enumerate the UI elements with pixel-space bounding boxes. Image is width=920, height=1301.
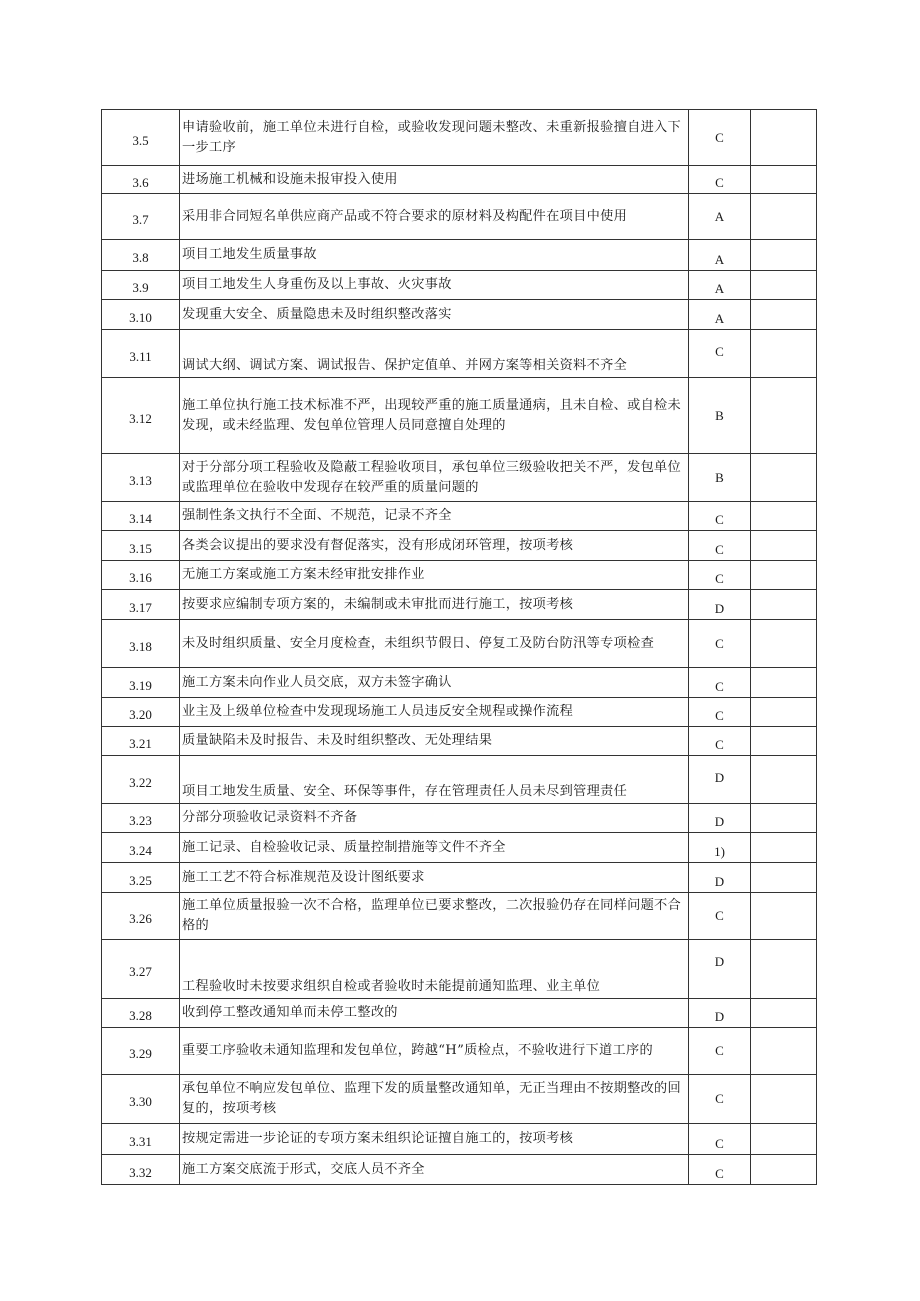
item-number-cell: 3.19 <box>102 668 180 698</box>
item-description-cell: 施工方案未向作业人员交底，双方未签字确认 <box>180 668 689 698</box>
item-blank-cell <box>751 1075 817 1124</box>
item-number-cell: 3.30 <box>102 1075 180 1124</box>
item-number-cell: 3.14 <box>102 502 180 531</box>
item-description-cell: 各类会议提出的要求没有督促落实，没有形成闭环管理，按项考核 <box>180 531 689 561</box>
item-grade-cell: C <box>689 1124 751 1155</box>
item-number-cell: 3.5 <box>102 110 180 166</box>
table-row <box>102 454 817 502</box>
item-number-cell: 3.29 <box>102 1028 180 1075</box>
item-number-cell: 3.17 <box>102 590 180 620</box>
item-number-cell: 3.9 <box>102 271 180 300</box>
item-grade-cell: B <box>689 378 751 454</box>
item-description-cell: 施工单位执行施工技术标准不严，出现较严重的施工质量通病，且未自检、或自检未发现，或未经监理、发包单位管理人员同意擅自处理的 <box>180 378 689 454</box>
table-row <box>102 863 817 893</box>
item-description-cell: 调试大纲、调试方案、调试报告、保护定值单、并网方案等相关资料不齐全 <box>180 330 689 378</box>
table-row <box>102 833 817 863</box>
item-grade-cell: C <box>689 727 751 756</box>
item-description-cell: 施工工艺不符合标准规范及设计图纸要求 <box>180 863 689 893</box>
item-grade-cell: D <box>689 590 751 620</box>
item-number-cell: 3.8 <box>102 240 180 271</box>
item-number-cell: 3.22 <box>102 756 180 804</box>
item-blank-cell <box>751 300 817 330</box>
table-row <box>102 1028 817 1075</box>
item-description-cell: 质量缺陷未及时报告、未及时组织整改、无处理结果 <box>180 727 689 756</box>
item-description-cell: 工程验收时未按要求组织自检或者验收时未能提前通知监理、业主单位 <box>180 940 689 999</box>
item-grade-cell: C <box>689 668 751 698</box>
item-blank-cell <box>751 698 817 727</box>
item-blank-cell <box>751 620 817 668</box>
item-grade-cell: D <box>689 940 751 999</box>
item-number-cell: 3.24 <box>102 833 180 863</box>
item-description-cell: 施工记录、自检验收记录、质量控制措施等文件不齐全 <box>180 833 689 863</box>
item-blank-cell <box>751 378 817 454</box>
item-blank-cell <box>751 166 817 194</box>
item-description-cell: 进场施工机械和设施未报审投入使用 <box>180 166 689 194</box>
item-number-cell: 3.13 <box>102 454 180 502</box>
item-number-cell: 3.16 <box>102 561 180 590</box>
item-blank-cell <box>751 863 817 893</box>
item-description-cell: 项目工地发生质量事故 <box>180 240 689 271</box>
table-row <box>102 668 817 698</box>
table-row <box>102 698 817 727</box>
item-number-cell: 3.20 <box>102 698 180 727</box>
item-number-cell: 3.28 <box>102 999 180 1028</box>
item-blank-cell <box>751 110 817 166</box>
item-number-cell: 3.26 <box>102 893 180 940</box>
item-grade-cell: C <box>689 561 751 590</box>
table-row <box>102 240 817 271</box>
inspection-table-body <box>102 110 817 1185</box>
table-row <box>102 378 817 454</box>
item-blank-cell <box>751 833 817 863</box>
item-grade-cell: C <box>689 698 751 727</box>
item-description-cell: 施工方案交底流于形式，交底人员不齐全 <box>180 1155 689 1185</box>
item-description-cell: 重要工序验收未通知监理和发包单位，跨越“H”质检点，不验收进行下道工序的 <box>180 1028 689 1075</box>
item-blank-cell <box>751 194 817 240</box>
table-row <box>102 804 817 833</box>
table-row <box>102 300 817 330</box>
item-blank-cell <box>751 1124 817 1155</box>
item-number-cell: 3.18 <box>102 620 180 668</box>
item-blank-cell <box>751 999 817 1028</box>
item-grade-cell: C <box>689 1155 751 1185</box>
item-description-cell: 项目工地发生质量、安全、环保等事件，存在管理责任人员未尽到管理责任 <box>180 756 689 804</box>
item-blank-cell <box>751 893 817 940</box>
item-description-cell: 发现重大安全、质量隐患未及时组织整改落实 <box>180 300 689 330</box>
table-row <box>102 330 817 378</box>
item-blank-cell <box>751 561 817 590</box>
item-blank-cell <box>751 454 817 502</box>
inspection-table <box>101 109 817 1185</box>
table-row <box>102 1075 817 1124</box>
item-blank-cell <box>751 756 817 804</box>
item-grade-cell: D <box>689 756 751 804</box>
item-blank-cell <box>751 240 817 271</box>
item-grade-cell: C <box>689 110 751 166</box>
item-blank-cell <box>751 531 817 561</box>
table-row <box>102 940 817 999</box>
item-description-cell: 未及时组织质量、安全月度检查，未组织节假日、停复工及防台防汛等专项检查 <box>180 620 689 668</box>
item-grade-cell: C <box>689 1028 751 1075</box>
item-description-cell: 业主及上级单位检查中发现现场施工人员违反安全规程或操作流程 <box>180 698 689 727</box>
item-number-cell: 3.15 <box>102 531 180 561</box>
item-blank-cell <box>751 727 817 756</box>
table-row <box>102 1124 817 1155</box>
item-grade-cell: D <box>689 999 751 1028</box>
item-number-cell: 3.23 <box>102 804 180 833</box>
table-row <box>102 194 817 240</box>
item-description-cell: 承包单位不响应发包单位、监理下发的质量整改通知单，无正当理由不按期整改的回复的，按项考核 <box>180 1075 689 1124</box>
table-row <box>102 531 817 561</box>
item-grade-cell: C <box>689 893 751 940</box>
item-description-cell: 强制性条文执行不全面、不规范，记录不齐全 <box>180 502 689 531</box>
item-grade-cell: A <box>689 194 751 240</box>
item-blank-cell <box>751 668 817 698</box>
item-description-cell: 无施工方案或施工方案未经审批安排作业 <box>180 561 689 590</box>
item-grade-cell: A <box>689 271 751 300</box>
item-blank-cell <box>751 502 817 531</box>
item-grade-cell: B <box>689 454 751 502</box>
table-row <box>102 727 817 756</box>
table-row <box>102 1155 817 1185</box>
table-row <box>102 756 817 804</box>
item-grade-cell: C <box>689 620 751 668</box>
item-grade-cell: A <box>689 240 751 271</box>
item-blank-cell <box>751 1028 817 1075</box>
item-number-cell: 3.25 <box>102 863 180 893</box>
item-description-cell: 对于分部分项工程验收及隐蔽工程验收项目，承包单位三级验收把关不严，发包单位或监理单位在验收中发现存在较严重的质量问题的 <box>180 454 689 502</box>
item-grade-cell: A <box>689 300 751 330</box>
item-number-cell: 3.7 <box>102 194 180 240</box>
table-row <box>102 271 817 300</box>
table-row <box>102 999 817 1028</box>
item-description-cell: 按要求应编制专项方案的，未编制或未审批而进行施工，按项考核 <box>180 590 689 620</box>
item-description-cell: 项目工地发生人身重伤及以上事故、火灾事故 <box>180 271 689 300</box>
item-grade-cell: C <box>689 1075 751 1124</box>
item-grade-cell: D <box>689 804 751 833</box>
table-row <box>102 502 817 531</box>
item-blank-cell <box>751 330 817 378</box>
item-grade-cell: 1) <box>689 833 751 863</box>
table-row <box>102 110 817 166</box>
table-row <box>102 166 817 194</box>
table-row <box>102 561 817 590</box>
item-number-cell: 3.31 <box>102 1124 180 1155</box>
item-description-cell: 收到停工整改通知单而未停工整改的 <box>180 999 689 1028</box>
item-description-cell: 采用非合同短名单供应商产品或不符合要求的原材料及构配件在项目中使用 <box>180 194 689 240</box>
table-row <box>102 893 817 940</box>
item-number-cell: 3.11 <box>102 330 180 378</box>
item-grade-cell: C <box>689 531 751 561</box>
table-row <box>102 590 817 620</box>
item-grade-cell: C <box>689 166 751 194</box>
item-grade-cell: C <box>689 330 751 378</box>
item-blank-cell <box>751 590 817 620</box>
item-blank-cell <box>751 940 817 999</box>
item-number-cell: 3.32 <box>102 1155 180 1185</box>
item-number-cell: 3.27 <box>102 940 180 999</box>
item-grade-cell: D <box>689 863 751 893</box>
item-blank-cell <box>751 271 817 300</box>
item-number-cell: 3.6 <box>102 166 180 194</box>
item-number-cell: 3.12 <box>102 378 180 454</box>
item-blank-cell <box>751 804 817 833</box>
item-description-cell: 分部分项验收记录资料不齐备 <box>180 804 689 833</box>
item-number-cell: 3.21 <box>102 727 180 756</box>
item-blank-cell <box>751 1155 817 1185</box>
item-description-cell: 申请验收前，施工单位未进行自检，或验收发现问题未整改、未重新报验擅自进入下一步工序 <box>180 110 689 166</box>
table-row <box>102 620 817 668</box>
item-description-cell: 按规定需进一步论证的专项方案未组织论证擅自施工的，按项考核 <box>180 1124 689 1155</box>
item-number-cell: 3.10 <box>102 300 180 330</box>
item-grade-cell: C <box>689 502 751 531</box>
item-description-cell: 施工单位质量报验一次不合格，监理单位已要求整改，二次报验仍存在同样问题不合格的 <box>180 893 689 940</box>
